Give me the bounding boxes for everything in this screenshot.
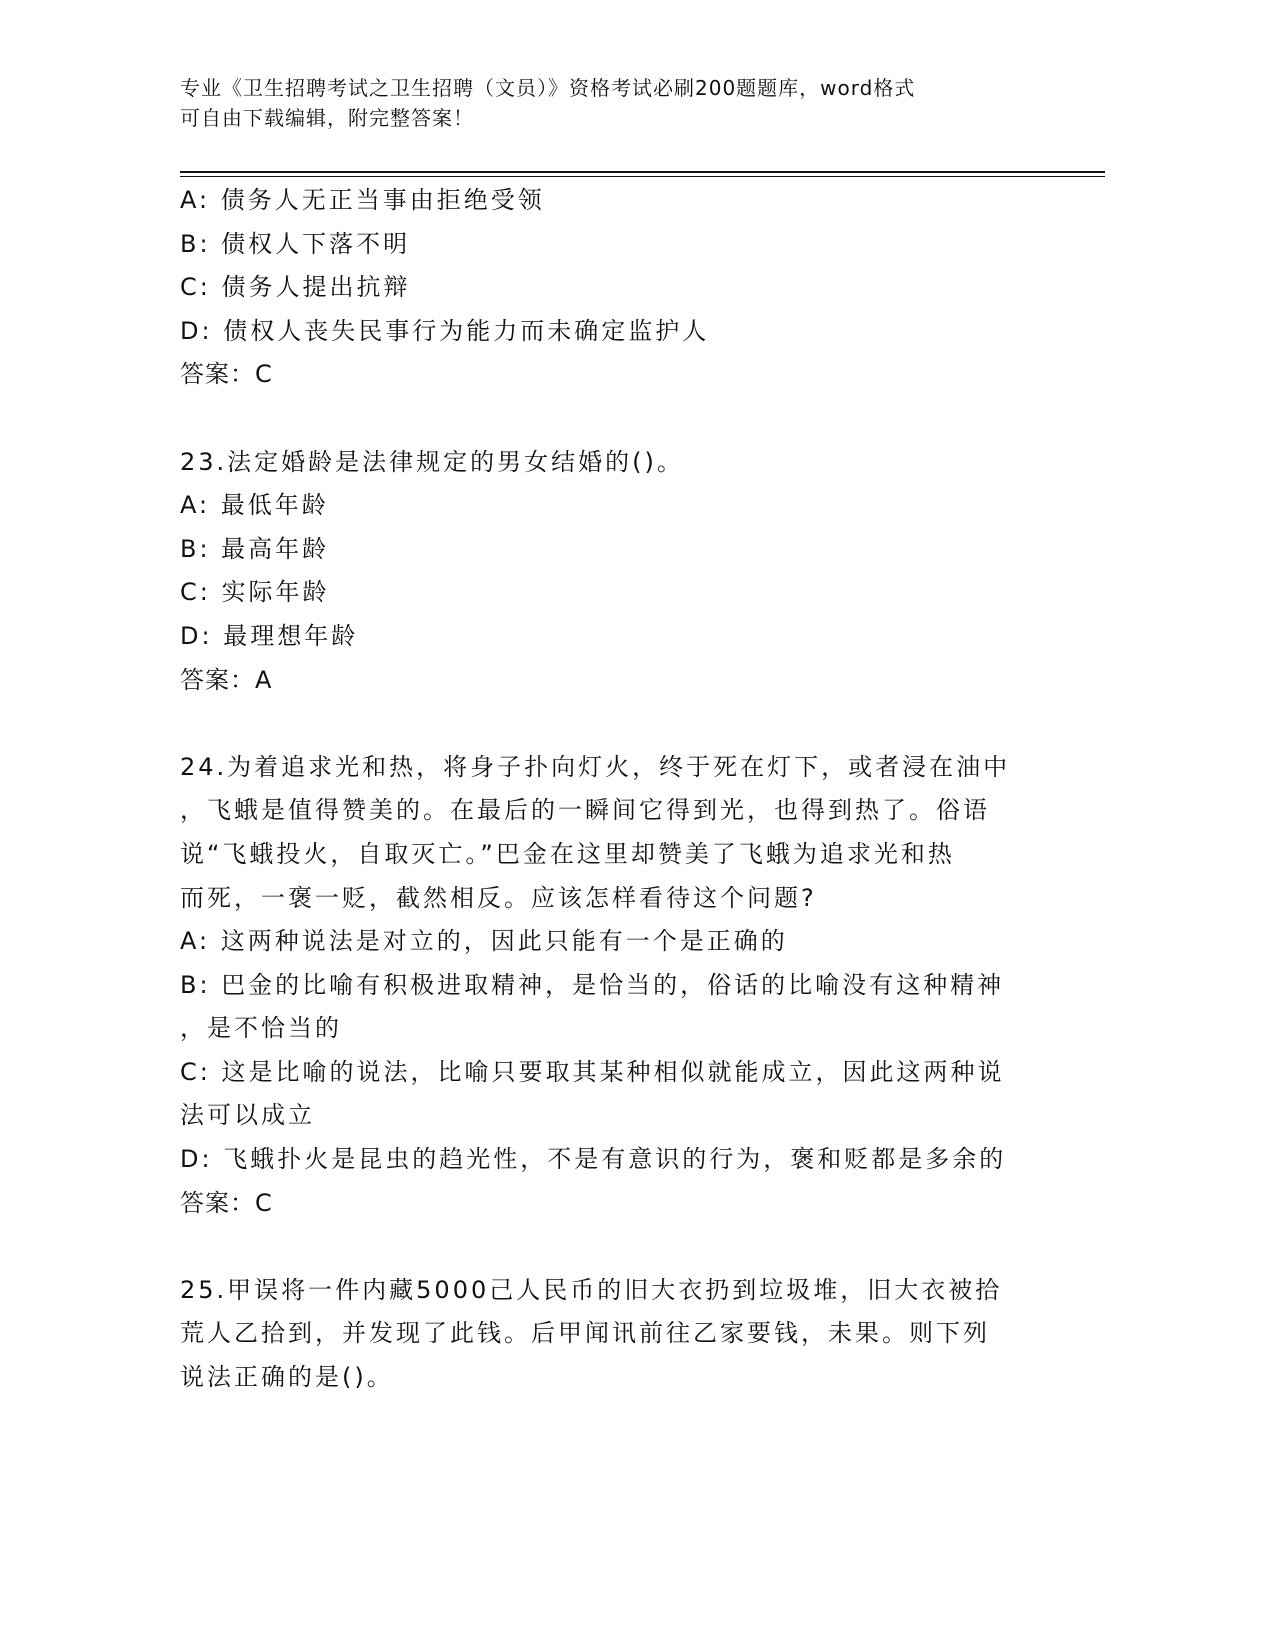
question-24 bbox=[180, 746, 1080, 1226]
question-text: 而死，一褒一贬，截然相反。应该怎样看待这个问题? bbox=[180, 883, 817, 912]
document-body bbox=[180, 179, 1080, 1400]
question-25 bbox=[180, 1269, 1080, 1400]
question-text: 说法正确的是()。 bbox=[180, 1363, 394, 1392]
document-header bbox=[180, 73, 1080, 133]
option-c: C: 债务人提出抗辩 bbox=[180, 273, 411, 302]
question-text: 25.甲误将一件内藏5000己人民币的旧大衣扔到垃圾堆，旧大衣被拾 bbox=[180, 1275, 1003, 1304]
answer: 答案：C bbox=[180, 360, 273, 389]
option-a: A: 这两种说法是对立的，因此只能有一个是正确的 bbox=[180, 927, 788, 956]
option-c: C: 实际年龄 bbox=[180, 578, 330, 607]
header-line: 可自由下载编辑，附完整答案！ bbox=[180, 106, 474, 130]
question-text: 24.为着追求光和热，将身子扑向灯火，终于死在灯下，或者浸在油中 bbox=[180, 752, 1011, 781]
question-text: 23.法定婚龄是法律规定的男女结婚的()。 bbox=[180, 447, 684, 476]
option-b: B: 巴金的比喻有积极进取精神，是恰当的，俗话的比喻没有这种精神 bbox=[180, 970, 1005, 999]
answer: 答案：A bbox=[180, 665, 273, 694]
question-22 bbox=[180, 179, 1080, 397]
option-b: B: 最高年龄 bbox=[180, 534, 330, 563]
option-c-cont: 法可以成立 bbox=[180, 1101, 315, 1130]
header-divider bbox=[180, 171, 1105, 173]
question-text: 说“飞蛾投火，自取灭亡。”巴金在这里却赞美了飞蛾为追求光和热 bbox=[180, 839, 955, 868]
header-divider-thin bbox=[180, 176, 1105, 177]
option-d: D: 飞蛾扑火是昆虫的趋光性，不是有意识的行为，褒和贬都是多余的 bbox=[180, 1145, 1007, 1174]
option-d: D: 债权人丧失民事行为能力而未确定监护人 bbox=[180, 316, 710, 345]
question-text: ，飞蛾是值得赞美的。在最后的一瞬间它得到光，也得到热了。俗语 bbox=[180, 796, 990, 825]
option-b: B: 债权人下落不明 bbox=[180, 229, 411, 258]
question-text: 荒人乙拾到，并发现了此钱。后甲闻讯前往乙家要钱，未果。则下列 bbox=[180, 1319, 990, 1348]
answer: 答案：C bbox=[180, 1188, 273, 1217]
question-23 bbox=[180, 441, 1080, 703]
option-c: C: 这是比喻的说法，比喻只要取其某种相似就能成立，因此这两种说 bbox=[180, 1057, 1005, 1086]
option-a: A: 最低年龄 bbox=[180, 491, 329, 520]
option-a: A: 债务人无正当事由拒绝受领 bbox=[180, 186, 545, 214]
header-line: 专业《卫生招聘考试之卫生招聘（文员）》资格考试必刷200题题库，word格式 bbox=[180, 76, 916, 100]
option-d: D: 最理想年龄 bbox=[180, 621, 359, 650]
option-b-cont: ，是不恰当的 bbox=[180, 1014, 342, 1043]
